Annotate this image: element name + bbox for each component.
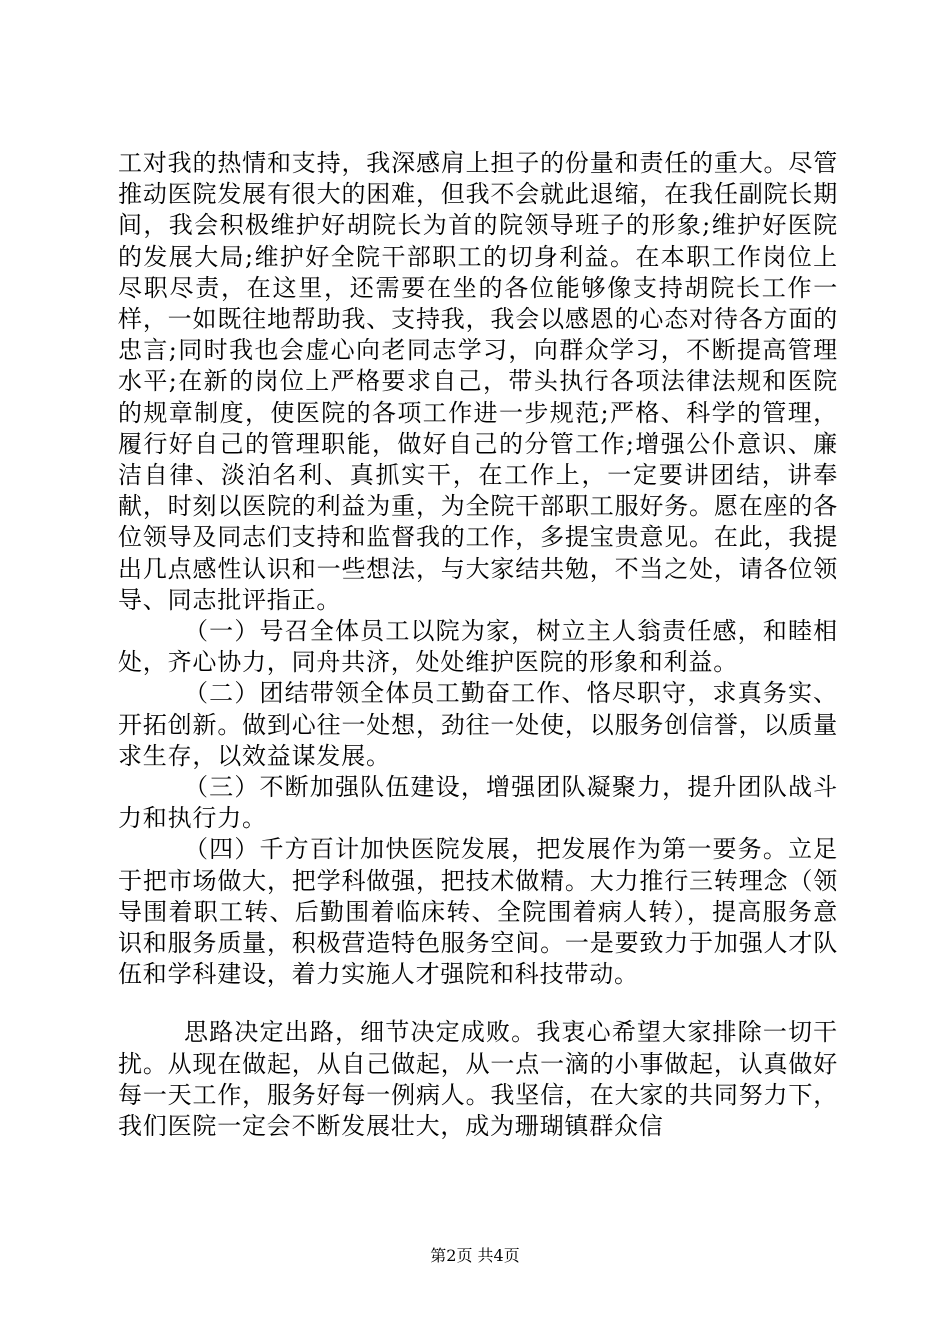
paragraph-gap xyxy=(118,990,838,1017)
paragraph-item-2: （二）团结带领全体员工勤奋工作、恪尽职守，求真务实、开拓创新。做到心往一处想，劲往一处使，以服务创信誉，以质量求生存，以效益谋发展。 xyxy=(118,679,838,770)
paragraph-closing: 思路决定出路，细节决定成败。我衷心希望大家排除一切干扰。从现在做起，从自己做起，从一点一滴的小事做起，认真做好每一天工作，服务好每一例病人。我坚信，在大家的共同努力下，我们医院一定会不断发展壮大，成为珊瑚镇群众信 xyxy=(118,1018,838,1141)
paragraph-item-1: （一）号召全体员工以院为家，树立主人翁责任感，和睦相处，齐心协力，同舟共济，处处维护医院的形象和利益。 xyxy=(118,617,838,677)
document-body xyxy=(118,148,838,1142)
paragraph-continuation: 工对我的热情和支持，我深感肩上担子的份量和责任的重大。尽管推动医院发展有很大的困难，但我不会就此退缩，在我任副院长期间，我会积极维护好胡院长为首的院领导班子的形象;维护好医院的发展大局;维护好全院干部职工的切身利益。在本职工作岗位上尽职尽责，在这里，还需要在坐的各位能够像支持胡院长工作一样，一如既往地帮助我、支持我，我会以感恩的心态对待各方面的忠言;同时我也会虚心向老同志学习，向群众学习，不断提高管理水平;在新的岗位上严格要求自己，带头执行各项法律法规和医院的规章制度，使医院的各项工作进一步规范;严格、科学的管理，履行好自己的管理职能，做好自己的分管工作;增强公仆意识、廉洁自律、淡泊名利、真抓实干，在工作上，一定要讲团结，讲奉献，时刻以医院的利益为重，为全院干部职工服好务。愿在座的各位领导及同志们支持和监督我的工作，多提宝贵意见。在此，我提出几点感性认识和一些想法，与大家结共勉，不当之处，请各位领导、同志批评指正。 xyxy=(118,149,838,614)
page-footer: 第2页 共4页 xyxy=(430,1246,520,1265)
paragraph-item-3: （三）不断加强队伍建设，增强团队凝聚力，提升团队战斗力和执行力。 xyxy=(118,773,838,833)
paragraph-item-4: （四）千方百计加快医院发展，把发展作为第一要务。立足于把市场做大，把学科做强，把技术做精。大力推行三转理念（领导围着职工转、后勤围着临床转、全院围着病人转），提高服务意识和服务质量，积极营造特色服务空间。一是要致力于加强人才队伍和学科建设，着力实施人才强院和科技带动。 xyxy=(118,835,838,989)
